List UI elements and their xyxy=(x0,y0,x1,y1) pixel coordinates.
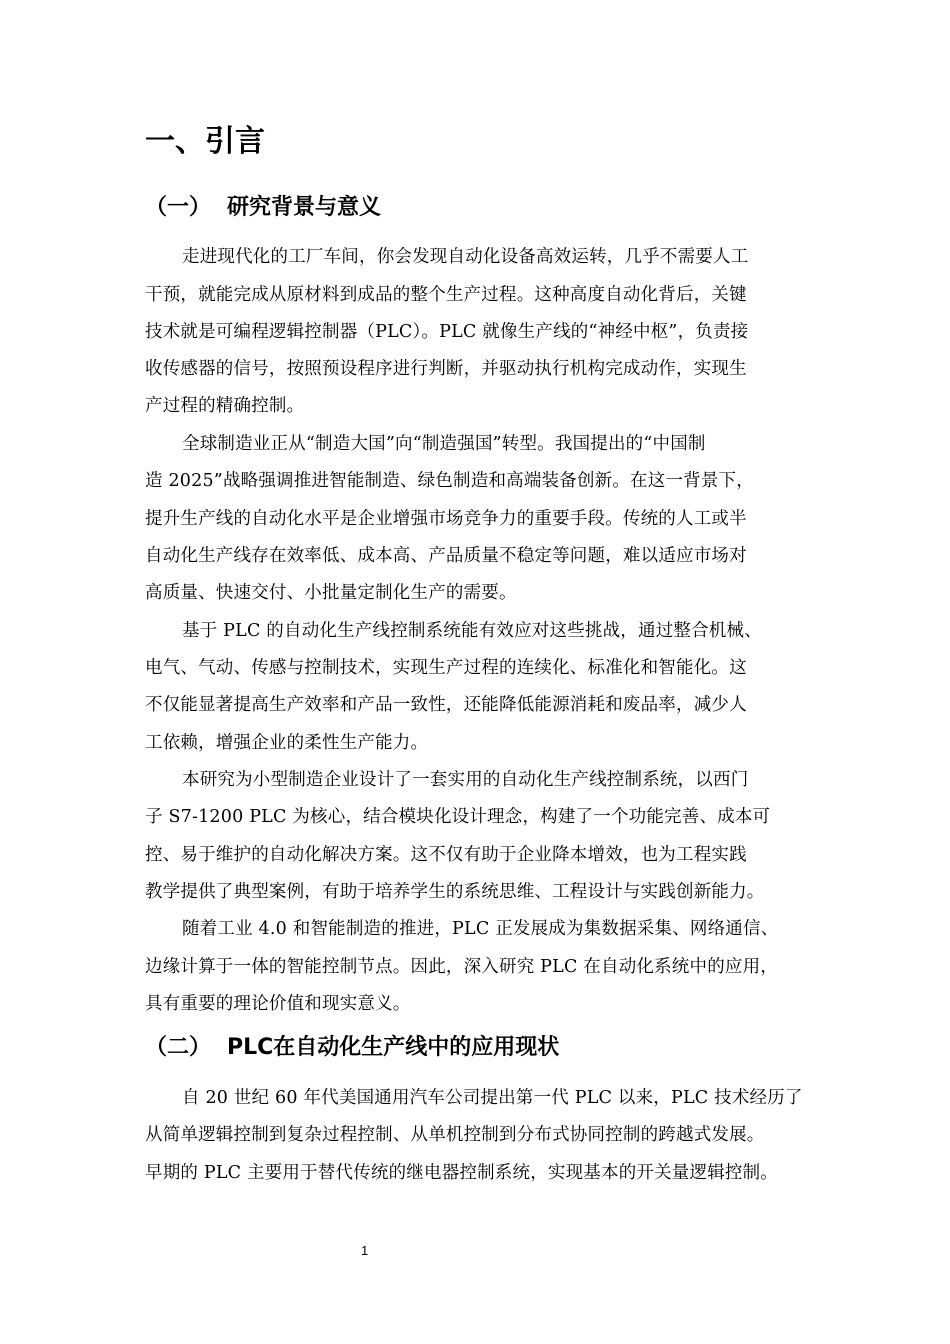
paragraph-line: 教学提供了典型案例，有助于培养学生的系统思维、工程设计与实践创新能力。 xyxy=(145,882,765,902)
paragraph-line: 收传感器的信号，按照预设程序进行判断，并驱动执行机构完成动作，实现生 xyxy=(145,359,747,379)
paragraph-line: 电气、气动、传感与控制技术，实现生产过程的连续化、标准化和智能化。这 xyxy=(145,658,747,678)
paragraph-line: 全球制造业正从“制造大国”向“制造强国”转型。我国提出的“中国制 xyxy=(182,434,706,454)
paragraph-line: 随着工业 4.0 和智能制造的推进，PLC 正发展成为集数据采集、网络通信、 xyxy=(182,919,779,939)
section-number: （一） xyxy=(145,195,212,220)
paragraph-line: 提升生产线的自动化水平是企业增强市场竞争力的重要手段。传统的人工或半 xyxy=(145,509,747,529)
paragraph-line: 高质量、快速交付、小批量定制化生产的需要。 xyxy=(145,583,517,603)
paragraph-line: 本研究为小型制造企业设计了一套实用的自动化生产线控制系统，以西门 xyxy=(182,770,749,790)
paragraph-line: 控、易于维护的自动化解决方案。这不仅有助于企业降本增效，也为工程实践 xyxy=(145,845,747,865)
section-title: PLC在自动化生产线中的应用现状 xyxy=(227,1035,560,1060)
paragraph-line: 基于 PLC 的自动化生产线控制系统能有效应对这些挑战，通过整合机械、 xyxy=(182,621,762,641)
paragraph-line: 子 S7-1200 PLC 为核心，结合模块化设计理念，构建了一个功能完善、成本可 xyxy=(145,807,771,827)
paragraph-line: 边缘计算于一体的智能控制节点。因此，深入研究 PLC 在自动化系统中的应用， xyxy=(145,957,779,977)
paragraph-line: 从简单逻辑控制到复杂过程控制、从单机控制到分布式协同控制的跨越式发展。 xyxy=(145,1125,765,1145)
paragraph-line: 不仅能显著提高生产效率和产品一致性，还能降低能源消耗和废品率，减少人 xyxy=(145,695,747,715)
paragraph-line: 工依赖，增强企业的柔性生产能力。 xyxy=(145,733,429,753)
paragraph-line: 早期的 PLC 主要用于替代传统的继电器控制系统，实现基本的开关量逻辑控制。 xyxy=(145,1163,779,1183)
section-title: 研究背景与意义 xyxy=(227,195,382,220)
page-number: 1 xyxy=(361,1243,369,1258)
section-heading-1 xyxy=(145,192,381,224)
section-heading-2 xyxy=(145,1032,559,1064)
chapter-heading: 一、引言 xyxy=(145,124,265,159)
paragraph-line: 具有重要的理论价值和现实意义。 xyxy=(145,994,411,1014)
paragraph-line: 干预，就能完成从原材料到成品的整个生产过程。这种高度自动化背后，关键 xyxy=(145,285,747,305)
paragraph-line: 自动化生产线存在效率低、成本高、产品质量不稳定等问题，难以适应市场对 xyxy=(145,546,747,566)
paragraph-line: 自 20 世纪 60 年代美国通用汽车公司提出第一代 PLC 以来，PLC 技术经历了 xyxy=(182,1088,803,1108)
section-number: （二） xyxy=(145,1035,212,1060)
paragraph-line: 产过程的精确控制。 xyxy=(145,396,305,416)
paragraph-line: 技术就是可编程逻辑控制器（PLC）。PLC 就像生产线的“神经中枢”，负责接 xyxy=(145,322,749,342)
paragraph-line: 造 2025”战略强调推进智能制造、绿色制造和高端装备创新。在这一背景下， xyxy=(145,471,754,491)
paragraph-line: 走进现代化的工厂车间，你会发现自动化设备高效运转，几乎不需要人工 xyxy=(182,247,749,267)
